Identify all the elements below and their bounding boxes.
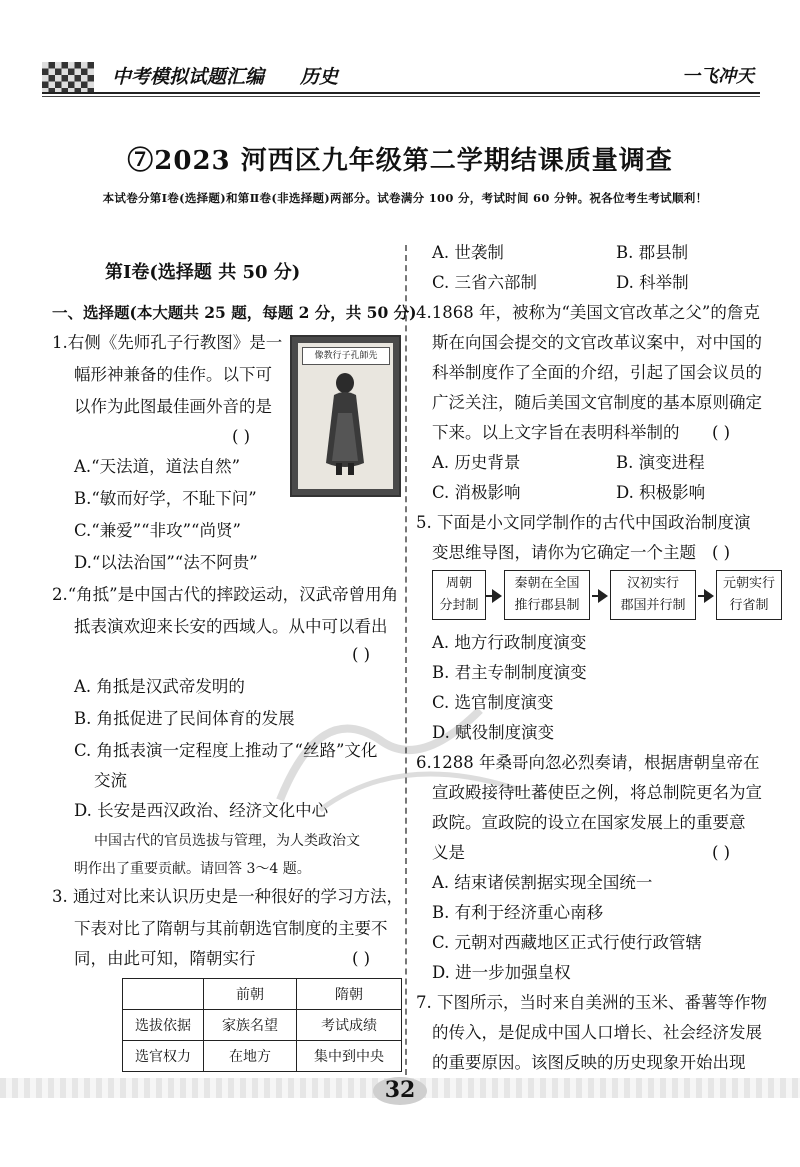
q7-line-3: 的重要原因。该图反映的历史现象开始出现 — [432, 1053, 746, 1072]
q2-line-1: 2.“角抵”是中国古代的摔跤运动，汉武帝曾用角 — [52, 585, 399, 604]
flow-node-yuan-line2: 行省制 — [729, 598, 769, 613]
flow-arrow-3 — [704, 589, 714, 603]
q6-line-1: 6.1288 年桑哥向忽必烈奏请，根据唐朝皇帝在 — [416, 753, 760, 772]
q3-option-a: A. 世袭制 — [432, 243, 504, 262]
table-header: 前朝 — [204, 979, 297, 1010]
q5-line-1: 5. 下面是小文同学制作的古代中国政治制度演 — [416, 513, 751, 532]
q1-option-a: A.“天法道，道法自然” — [74, 457, 241, 476]
q3-option-d: D. 科举制 — [616, 273, 689, 292]
table-cell: 选官权力 — [123, 1041, 204, 1072]
q6-line-2: 宣政殿接待吐蕃使臣之例，将总制院更名为宣 — [432, 783, 762, 802]
q6-option-b: B. 有利于经济重心南移 — [432, 903, 604, 922]
exam-intro: 本试卷分第Ⅰ卷(选择题)和第Ⅱ卷(非选择题)两部分。试卷满分 100 分，考试时间 60 分钟。祝各位考生考试顺利！ — [102, 191, 708, 205]
q5-line-2: 变思维导图，请你为它确定一个主题 — [432, 543, 696, 562]
table-cell: 集中到中央 — [297, 1041, 402, 1072]
q4-answer-paren: ( ) — [712, 423, 731, 442]
table-cell: 家族名望 — [204, 1010, 297, 1041]
q4-line-1: 4.1868 年，被称为“美国文官改革之父”的詹克 — [416, 303, 760, 322]
table-row — [123, 1041, 402, 1072]
q1-option-c: C.“兼爱”“非攻”“尚贤” — [74, 521, 241, 540]
q4-option-a: A. 历史背景 — [432, 453, 521, 472]
q2-option-d: D. 长安是西汉政治、经济文化中心 — [74, 801, 329, 820]
q4-option-b: B. 演变进程 — [616, 453, 705, 472]
q4-option-c: C. 消极影响 — [432, 483, 521, 502]
flow-node-zhou-line2: 分封制 — [439, 598, 479, 613]
q2-option-b: B. 角抵促进了民间体育的发展 — [74, 709, 295, 728]
q2-line-2: 抵表演欢迎来长安的西域人。从中可以看出 — [74, 617, 388, 636]
q6-line-3: 政院。宣政院的设立在国家发展上的重要意 — [432, 813, 746, 832]
table-row — [123, 1010, 402, 1041]
q5-option-a: A. 地方行政制度演变 — [432, 633, 587, 652]
q1-line-2: 幅形神兼备的佳作。以下可 — [74, 365, 272, 384]
column-divider — [405, 245, 407, 1085]
passage-line-2: 明作出了重要贡献。请回答 3～4 题。 — [74, 861, 311, 877]
q6-option-a: A. 结束诸侯割据实现全国统一 — [432, 873, 653, 892]
brand-watermark-icon — [260, 680, 560, 830]
q2-option-c: C. 角抵表演一定程度上推动了“丝路”文化 — [74, 741, 378, 760]
q4-line-2: 斯在向国会提交的文官改革议案中，对中国的 — [432, 333, 762, 352]
flow-node-han-line2: 郡国并行制 — [620, 598, 686, 613]
confucius-figure-icon — [298, 343, 393, 489]
header-logo-checker — [42, 62, 94, 92]
header-subject: 历史 — [300, 66, 339, 88]
table-header: 隋朝 — [297, 979, 402, 1010]
q3-option-c: C. 三省六部制 — [432, 273, 538, 292]
q1-line-3: 以作为此图最佳画外音的是 — [74, 397, 272, 416]
flow-node-han — [610, 570, 696, 620]
q6-option-d: D. 进一步加强皇权 — [432, 963, 571, 982]
q3-line-1: 3. 通过对比来认识历史是一种很好的学习方法， — [52, 887, 403, 906]
flow-node-zhou — [432, 570, 486, 620]
q4-option-d: D. 积极影响 — [616, 483, 706, 502]
q6-answer-paren: ( ) — [712, 843, 731, 862]
q1-option-b: B.“敏而好学，不耻下问” — [74, 489, 257, 508]
header-rule-thin — [42, 96, 760, 97]
confucius-portrait-image — [290, 335, 401, 497]
flow-node-yuan — [716, 570, 782, 620]
flow-node-qin-line1: 秦朝在全国 — [514, 576, 580, 591]
flow-node-han-line1: 汉初实行 — [626, 576, 679, 591]
header-rule — [42, 92, 760, 94]
q1-line-1: 1.右侧《先师孔子行教图》是一 — [52, 333, 283, 352]
header-book-title: 中考模拟试题汇编 — [112, 66, 265, 88]
q4-line-3: 科举制度作了全面的介绍，引起了国会议员的 — [432, 363, 762, 382]
table-row — [123, 979, 402, 1010]
q3-line-2: 下表对比了隋朝与其前朝选官制度的主要不 — [74, 919, 388, 938]
q5-option-b: B. 君主专制制度演变 — [432, 663, 587, 682]
q7-line-2: 的传入，是促成中国人口增长、社会经济发展 — [432, 1023, 762, 1042]
section-heading: 一、选择题(本大题共 25 题，每题 2 分，共 50 分) — [52, 303, 417, 322]
q6-option-c: C. 元朝对西藏地区正式行使行政管辖 — [432, 933, 703, 952]
q2-option-a: A. 角抵是汉武帝发明的 — [74, 677, 245, 696]
q1-option-d: D.“以法治国”“法不阿贵” — [74, 553, 258, 572]
table-cell: 考试成绩 — [297, 1010, 402, 1041]
q3-comparison-table — [122, 978, 402, 1072]
q1-answer-paren: ( ) — [232, 427, 251, 446]
exam-title: ⑦2023 河西区九年级第二学期结课质量调查 — [127, 146, 673, 176]
page-number: 32 — [384, 1077, 416, 1103]
table-cell — [123, 979, 204, 1010]
portrait-caption: 像教行子孔師先 — [302, 347, 390, 365]
flow-node-yuan-line1: 元朝实行 — [723, 576, 776, 591]
flow-arrow-1 — [492, 589, 502, 603]
q2-answer-paren: ( ) — [352, 645, 371, 664]
q6-line-4: 义是 — [432, 843, 465, 862]
header-brand: 一飞冲天 — [682, 66, 754, 87]
q3-option-b: B. 郡县制 — [616, 243, 689, 262]
part1-title: 第Ⅰ卷(选择题 共 50 分) — [105, 262, 301, 283]
flow-node-qin-line2: 推行郡县制 — [514, 598, 580, 613]
flow-node-qin — [504, 570, 590, 620]
q5-answer-paren: ( ) — [712, 543, 731, 562]
q3-line-3: 同，由此可知，隋朝实行 — [74, 949, 256, 968]
q4-line-4: 广泛关注，随后美国文官制度的基本原则确定 — [432, 393, 762, 412]
passage-line-1: 中国古代的官员选拔与管理，为人类政治文 — [94, 833, 360, 849]
flow-node-zhou-line1: 周朝 — [445, 576, 472, 591]
q7-line-1: 7. 下图所示，当时来自美洲的玉米、番薯等作物 — [416, 993, 767, 1012]
table-cell: 选拔依据 — [123, 1010, 204, 1041]
q2-option-c-cont: 交流 — [94, 771, 127, 790]
table-cell: 在地方 — [204, 1041, 297, 1072]
flow-arrow-2 — [598, 589, 608, 603]
q5-option-c: C. 选官制度演变 — [432, 693, 554, 712]
q4-line-5: 下来。以上文字旨在表明科举制的 — [432, 423, 680, 442]
q3-answer-paren: ( ) — [352, 949, 371, 968]
q5-option-d: D. 赋役制度演变 — [432, 723, 555, 742]
